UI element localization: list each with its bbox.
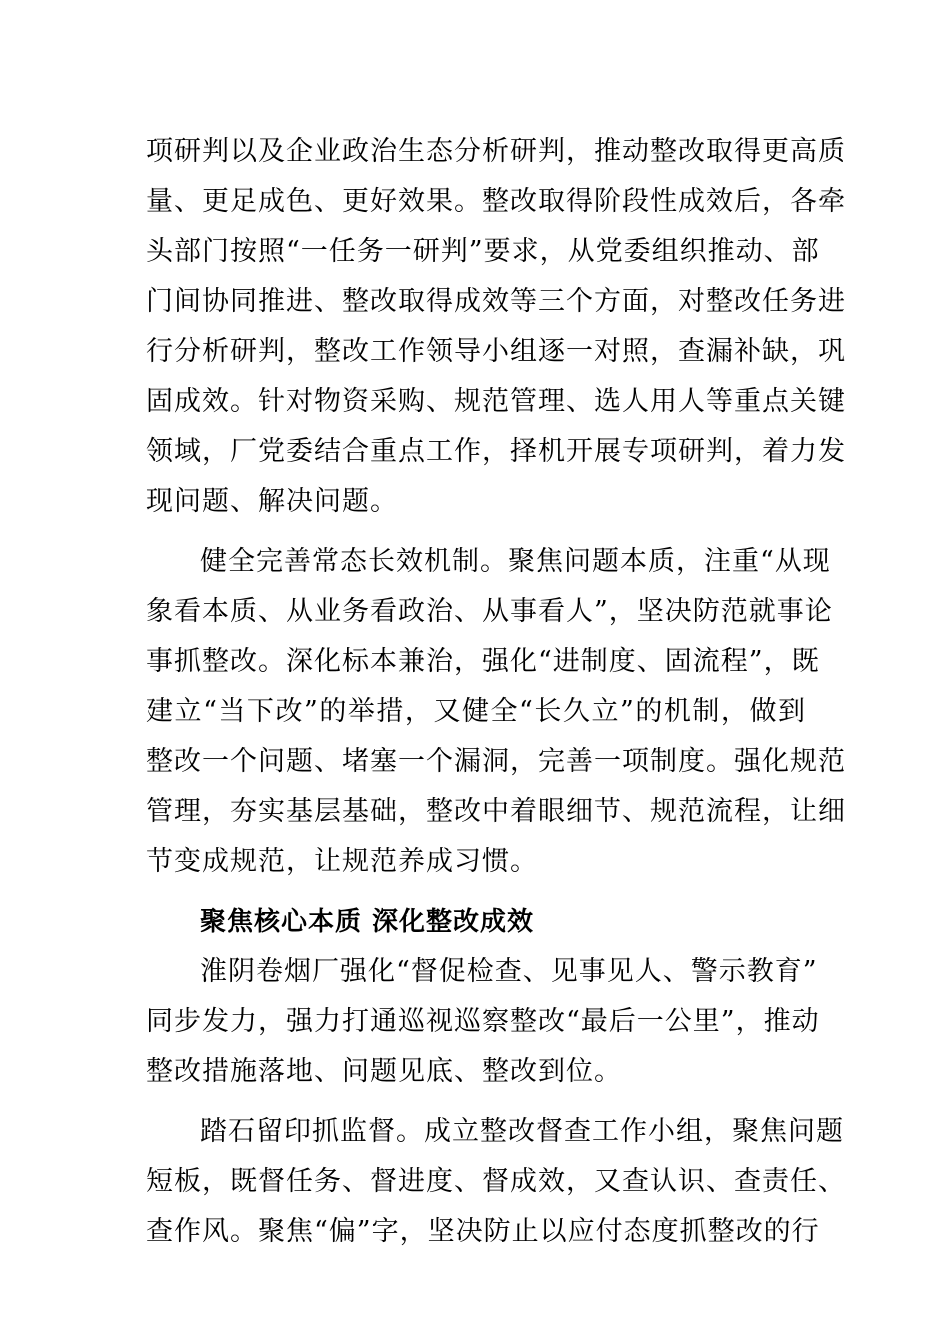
text-line: 建立“当下改”的举措，又健全“长久立”的机制，做到 [146,696,806,727]
paragraph-long-term-mechanism [146,537,846,887]
text-line: 象看本质、从业务看政治、从事看人”，坚决防范就事论 [146,596,833,627]
text-line: 同步发力，强力打通巡视巡察整改“最后一公里”，推动 [146,1006,820,1037]
text-line: 行分析研判，整改工作领导小组逐一对照，查漏补缺，巩 [146,336,846,367]
text-line: 项研判以及企业政治生态分析研判，推动整改取得更高质 [146,136,846,167]
text-line: 踏石留印抓监督。成立整改督查工作小组，聚焦问题 [200,1116,844,1147]
paragraph-supervision [146,1107,846,1257]
text-line: 淮阴卷烟厂强化“督促检查、见事见人、警示教育” [200,956,818,987]
text-line: 量、更足成色、更好效果。整改取得阶段性成效后，各牵 [146,186,846,217]
text-line: 整改一个问题、堵塞一个漏洞，完善一项制度。强化规范 [146,746,846,777]
text-line: 短板，既督任务、督进度、督成效，又查认识、查责任、 [146,1166,846,1197]
text-line: 门间协同推进、整改取得成效等三个方面，对整改任务进 [146,286,846,317]
text-line: 节变成规范，让规范养成习惯。 [146,846,538,877]
text-line: 领域，厂党委结合重点工作，择机开展专项研判，着力发 [146,436,846,467]
document-page [146,127,846,1257]
paragraph-analysis-review [146,127,846,527]
text-line: 现问题、解决问题。 [146,486,398,517]
text-line: 健全完善常态长效机制。聚焦问题本质，注重“从现 [200,546,831,577]
text-line: 整改措施落地、问题见底、整改到位。 [146,1056,622,1087]
text-line: 管理，夯实基层基础，整改中着眼细节、规范流程，让细 [146,796,846,827]
text-line: 固成效。针对物资采购、规范管理、选人用人等重点关键 [146,386,846,417]
text-line: 头部门按照“一任务一研判”要求，从党委组织推动、部 [146,236,820,267]
section-heading: 聚焦核心本质 深化整改成效 [200,907,535,937]
text-line: 事抓整改。深化标本兼治，强化“进制度、固流程”，既 [146,646,820,677]
paragraph-factory-intro [146,947,820,1097]
text-line: 查作风。聚焦“偏”字，坚决防止以应付态度抓整改的行 [146,1216,820,1247]
